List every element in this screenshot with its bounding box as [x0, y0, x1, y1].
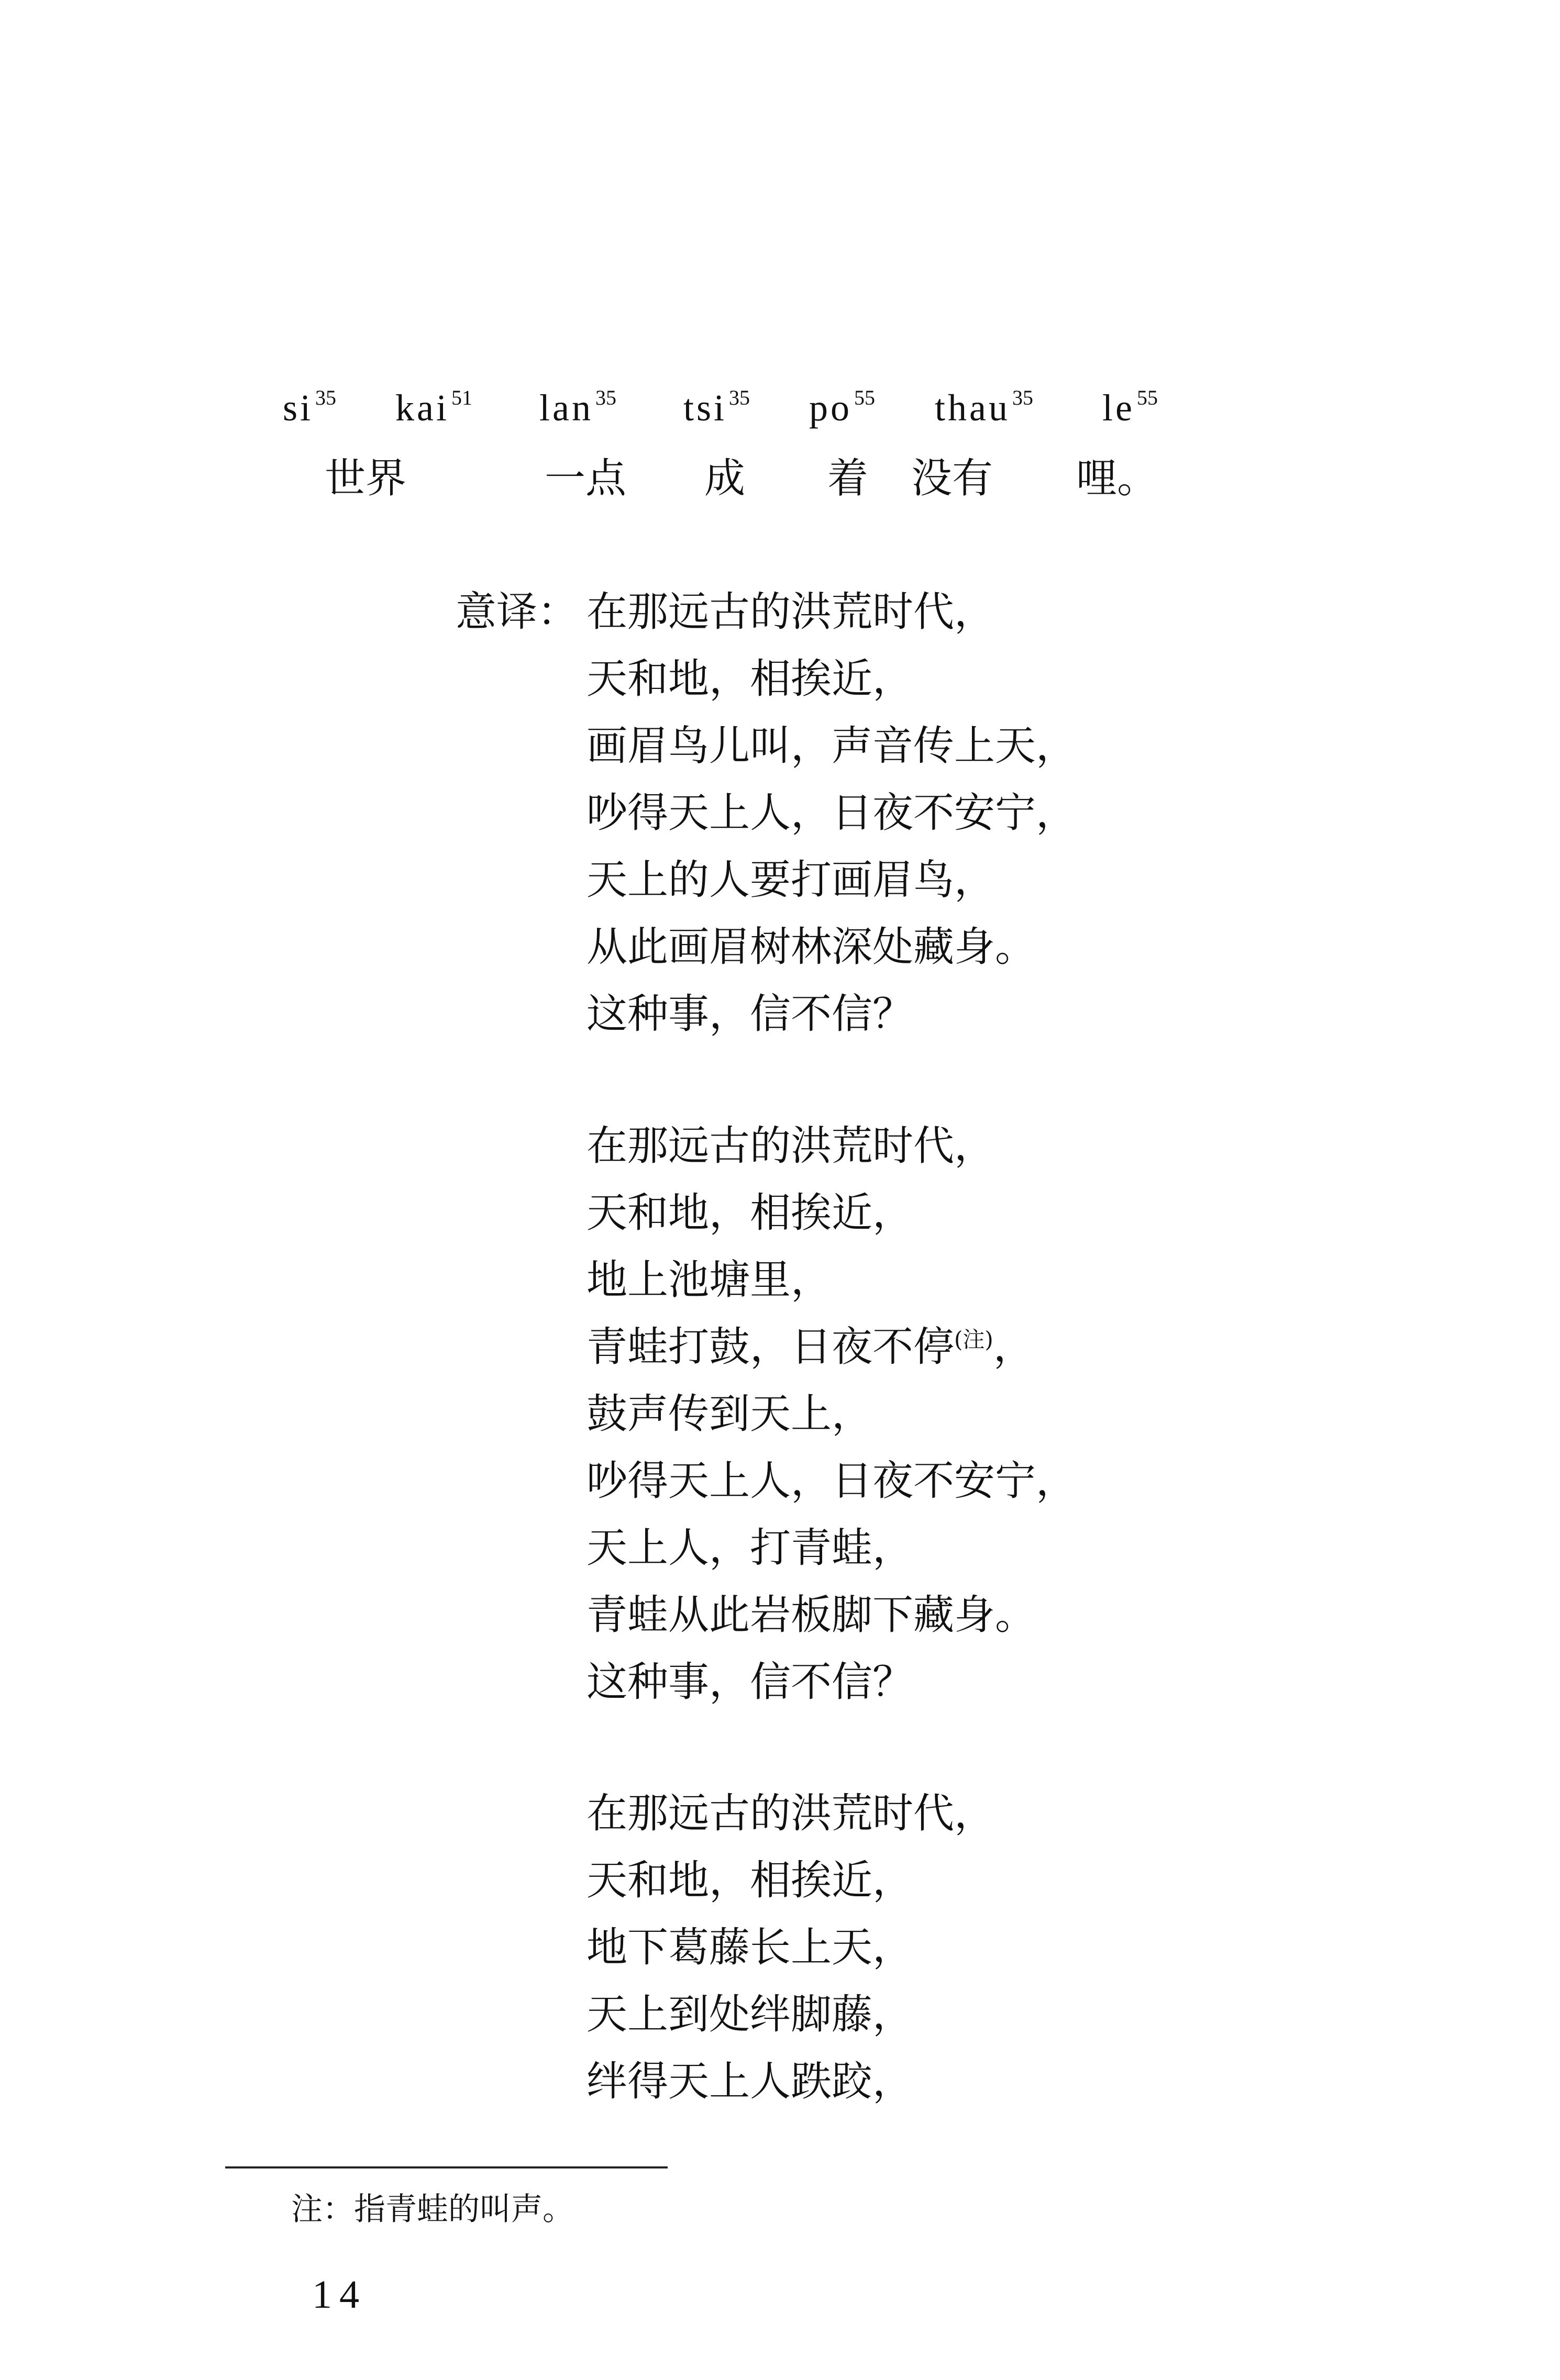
footnote-divider [225, 2166, 668, 2168]
roman-word: si $^{35}$ [283, 386, 337, 429]
translation-line: 天上人，打青蛙， [587, 1525, 914, 1572]
translation-line: 这种事，信不信？ [587, 991, 914, 1038]
translation-line: 鼓声传到天上， [587, 1391, 873, 1438]
line-punctuation: ， [993, 1324, 1034, 1371]
roman-word: po $^{55}$ [809, 386, 875, 429]
translation-line: 天和地，相挨近， [587, 1857, 914, 1904]
translation-line: 天上到处绊脚藤， [587, 1991, 914, 2038]
footnote-text: 注：指青蛙的叫声。 [291, 2191, 574, 2228]
translation-line: 地上池塘里， [587, 1256, 832, 1304]
roman-word: tsi $^{35}$ [683, 386, 750, 429]
translation-line: 天和地，相挨近， [587, 1189, 914, 1237]
page-number: 14 [312, 2273, 367, 2317]
gloss-word: 一点 [545, 455, 627, 502]
translation-line: 天上的人要打画眉鸟， [587, 857, 995, 904]
translation-label: 意译： [456, 588, 579, 636]
translation-line: 从此画眉树林深处藏身。 [587, 924, 1036, 971]
translation-line: 吵得天上人，日夜不安宁， [587, 1458, 1077, 1505]
translation-line-text: 青蛙打鼓，日夜不停 [587, 1324, 955, 1371]
roman-word: lan $^{35}$ [539, 386, 616, 429]
gloss-word: 哩。 [1076, 455, 1158, 502]
gloss-word: 没有 [911, 455, 993, 502]
translation-line-with-note [587, 1324, 1034, 1371]
translation-line: 绊得天上人跌跤， [587, 2058, 914, 2105]
roman-word: le $^{55}$ [1102, 386, 1158, 429]
translation-line: 画眉鸟儿叫，声音传上天， [587, 722, 1077, 770]
translation-line: 在那远古的洪荒时代， [587, 1790, 995, 1837]
translation-line: 在那远古的洪荒时代， [587, 588, 995, 636]
translation-line: 在那远古的洪荒时代， [587, 1122, 995, 1170]
gloss-word: 成 [704, 455, 746, 502]
footnote-marker: (注) [954, 1327, 993, 1352]
roman-word: thau $^{35}$ [935, 386, 1033, 429]
translation-line: 青蛙从此岩板脚下藏身。 [587, 1592, 1036, 1639]
gloss-word: 世界 [325, 455, 407, 502]
translation-line: 天和地，相挨近， [587, 655, 914, 703]
gloss-word: 着 [827, 455, 869, 502]
translation-line: 吵得天上人，日夜不安宁， [587, 789, 1077, 837]
translation-line: 地下葛藤长上天， [587, 1924, 914, 1971]
translation-line: 这种事，信不信？ [587, 1659, 914, 1706]
roman-word: kai $^{51}$ [395, 386, 472, 429]
